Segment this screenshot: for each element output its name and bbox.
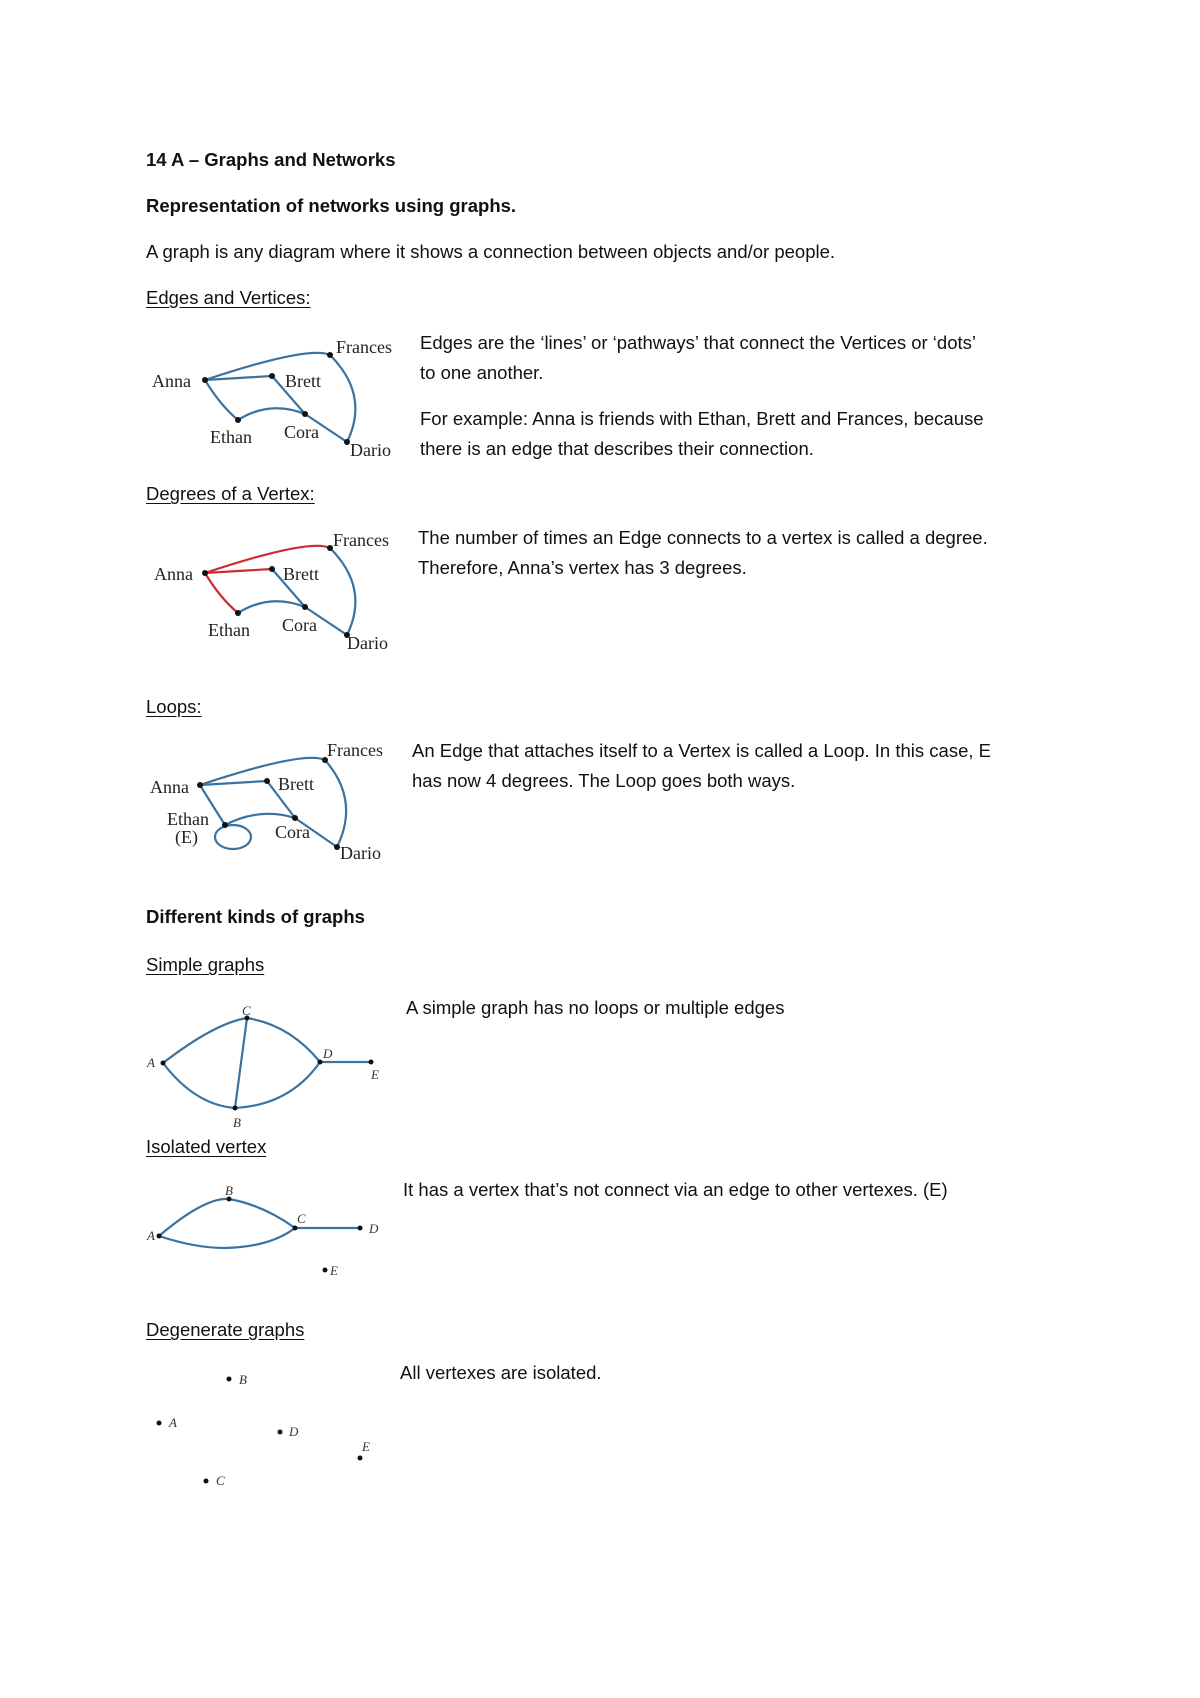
label-c: C bbox=[297, 1211, 306, 1226]
vertex-anna bbox=[197, 782, 203, 788]
simple-graphs-heading: Simple graphs bbox=[146, 954, 265, 975]
label-cora: Cora bbox=[275, 822, 310, 842]
vertex-ethan bbox=[235, 610, 241, 616]
label-brett: Brett bbox=[278, 774, 314, 794]
vertex-b bbox=[227, 1377, 232, 1382]
loops-description-line2: has now 4 degrees. The Loop goes both ways. bbox=[412, 770, 796, 791]
vertex-e bbox=[358, 1456, 363, 1461]
label-c: C bbox=[216, 1473, 225, 1488]
vertex-anna bbox=[202, 570, 208, 576]
vertex-d bbox=[358, 1226, 363, 1231]
label-b: B bbox=[225, 1183, 233, 1198]
label-e: E bbox=[371, 1067, 379, 1082]
label-d: D bbox=[369, 1221, 379, 1236]
edges-description-line2: to one another. bbox=[420, 362, 544, 383]
label-frances: Frances bbox=[333, 530, 389, 550]
label-ethan: Ethan bbox=[210, 427, 252, 447]
kinds-heading: Different kinds of graphs bbox=[146, 906, 365, 927]
vertex-cora bbox=[302, 411, 308, 417]
isolated-vertex-heading: Isolated vertex bbox=[146, 1136, 267, 1157]
label-a: A bbox=[147, 1228, 155, 1243]
vertex-e-isolated bbox=[323, 1268, 328, 1273]
label-ethan: Ethan bbox=[167, 809, 209, 829]
label-frances: Frances bbox=[327, 740, 383, 760]
label-e: E bbox=[330, 1263, 338, 1278]
edges-example-line2: there is an edge that describes their connection. bbox=[420, 438, 814, 459]
label-brett: Brett bbox=[283, 564, 319, 584]
label-b: B bbox=[239, 1372, 247, 1387]
vertex-a bbox=[157, 1234, 162, 1239]
degenerate-graphs-description: All vertexes are isolated. bbox=[400, 1362, 602, 1383]
intro-text: A graph is any diagram where it shows a connection between objects and/or people. bbox=[146, 241, 836, 262]
section-subtitle: Representation of networks using graphs. bbox=[146, 195, 517, 216]
degenerate-graph bbox=[145, 1365, 385, 1505]
edges-description-line1: Edges are the ‘lines’ or ‘pathways’ that connect the Vertices or ‘dots’ bbox=[420, 332, 976, 353]
isolated-vertex-description: It has a vertex that’s not connect via an edge to other vertexes. (E) bbox=[403, 1179, 948, 1200]
label-frances: Frances bbox=[336, 337, 392, 357]
label-anna: Anna bbox=[154, 564, 193, 584]
label-a: A bbox=[147, 1055, 155, 1070]
vertex-a bbox=[157, 1421, 162, 1426]
label-d: D bbox=[323, 1046, 333, 1061]
label-anna: Anna bbox=[152, 371, 191, 391]
label-b: B bbox=[233, 1115, 241, 1130]
vertex-brett bbox=[269, 566, 275, 572]
label-anna: Anna bbox=[150, 777, 189, 797]
edges-vertices-heading: Edges and Vertices: bbox=[146, 287, 311, 308]
vertex-b bbox=[233, 1106, 238, 1111]
label-c: C bbox=[242, 1003, 251, 1018]
edges-example-line1: For example: Anna is friends with Ethan, Brett and Frances, because bbox=[420, 408, 984, 429]
label-loop-vertex: (E) bbox=[175, 827, 198, 847]
vertex-ethan bbox=[235, 417, 241, 423]
label-cora: Cora bbox=[282, 615, 317, 635]
vertex-e bbox=[369, 1060, 374, 1065]
vertex-c bbox=[204, 1479, 209, 1484]
label-dario: Dario bbox=[350, 440, 391, 460]
label-brett: Brett bbox=[285, 371, 321, 391]
isolated-vertex-graph bbox=[145, 1185, 385, 1285]
edges-vertices-graph bbox=[150, 330, 410, 460]
label-ethan: Ethan bbox=[208, 620, 250, 640]
degrees-graph bbox=[150, 523, 410, 653]
label-e: E bbox=[362, 1439, 370, 1454]
degrees-heading: Degrees of a Vertex: bbox=[146, 483, 315, 504]
loops-description-line1: An Edge that attaches itself to a Vertex is called a Loop. In this case, E bbox=[412, 740, 991, 761]
vertex-brett bbox=[269, 373, 275, 379]
label-a: A bbox=[169, 1415, 177, 1430]
simple-graph bbox=[145, 1003, 385, 1130]
degrees-description-line1: The number of times an Edge connects to a vertex is called a degree. bbox=[418, 527, 988, 548]
vertex-cora bbox=[302, 604, 308, 610]
loops-heading: Loops: bbox=[146, 696, 202, 717]
loop-edge bbox=[215, 825, 251, 849]
degenerate-graphs-heading: Degenerate graphs bbox=[146, 1319, 305, 1340]
vertex-cora bbox=[292, 815, 298, 821]
vertex-a bbox=[161, 1061, 166, 1066]
vertex-frances bbox=[327, 352, 333, 358]
page-title: 14 A – Graphs and Networks bbox=[146, 149, 396, 170]
loops-graph bbox=[145, 735, 405, 865]
vertex-brett bbox=[264, 778, 270, 784]
label-cora: Cora bbox=[284, 422, 319, 442]
label-d: D bbox=[289, 1424, 299, 1439]
vertex-anna bbox=[202, 377, 208, 383]
label-dario: Dario bbox=[340, 843, 381, 863]
vertex-d bbox=[278, 1430, 283, 1435]
vertex-d bbox=[318, 1060, 323, 1065]
vertex-c bbox=[293, 1226, 298, 1231]
degrees-description-line2: Therefore, Anna’s vertex has 3 degrees. bbox=[418, 557, 747, 578]
simple-graph-description: A simple graph has no loops or multiple edges bbox=[406, 997, 785, 1018]
vertex-ethan bbox=[222, 822, 228, 828]
label-dario: Dario bbox=[347, 633, 388, 653]
